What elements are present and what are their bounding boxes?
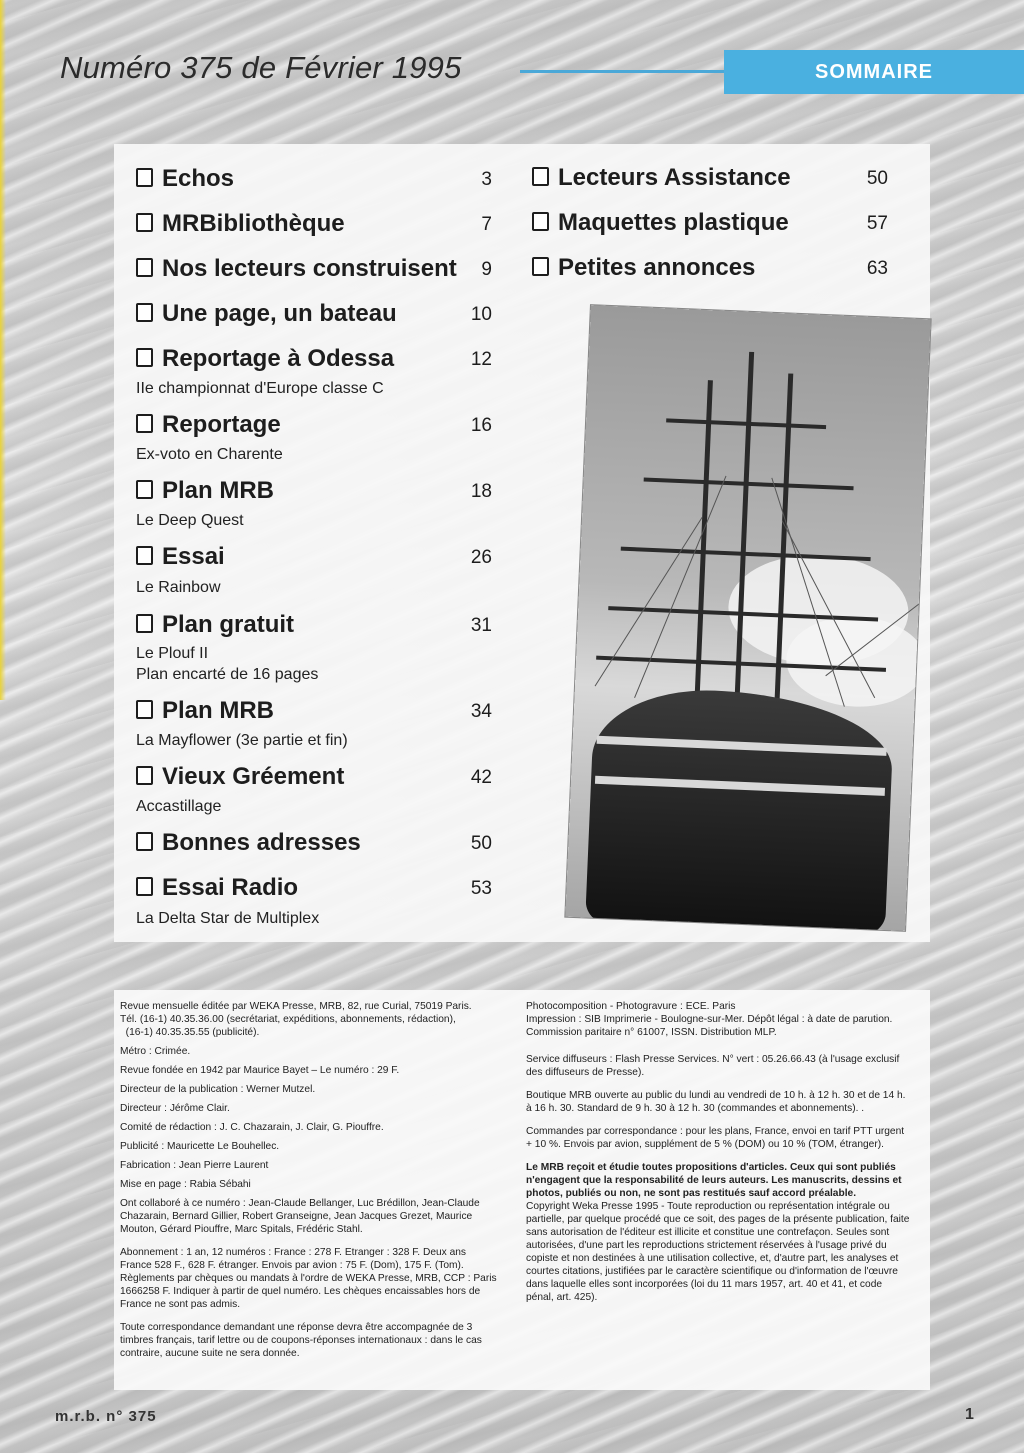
masthead-line: Métro : Crimée. — [120, 1046, 191, 1057]
toc-item-page: 18 — [470, 481, 492, 502]
header-rule — [520, 70, 726, 73]
checkbox-icon — [136, 877, 153, 896]
toc-item-title[interactable]: Essai Radio — [136, 874, 298, 902]
toc-item-subtitle: La Mayflower (3e partie et fin) — [136, 732, 348, 749]
masthead-line: Revue mensuelle éditée par WEKA Presse, MRB, 82, rue Curial, 75019 Paris. Tél. (16-1) 40.35.36.00 (secrétariat, expéditions, abonnements, rédaction), (16-1) 40.35.35.55 (publicité). — [120, 1001, 472, 1038]
toc-item-title[interactable]: Echos — [136, 165, 234, 193]
masthead-left-column — [120, 1000, 500, 1366]
ship-hull — [585, 686, 895, 931]
checkbox-icon — [136, 480, 153, 499]
toc-item-subtitle: Le Deep Quest — [136, 512, 244, 529]
toc-item-title[interactable]: Vieux Gréement — [136, 763, 344, 791]
toc-item-page: 3 — [481, 169, 492, 190]
toc-item-title[interactable]: Nos lecteurs construisent — [136, 255, 457, 283]
subscription-info: Abonnement : 1 an, 12 numéros : France : 278 F. Etranger : 328 F. Deux ans France 528 F., 628 F. étranger. Envois par avion : 75 F. (Dom), 175 F. (Tom). Règlements par chèques ou mandats à l'ordre de WEKA Presse, MRB, CCP : Paris 1666258 F. Indiquer à partir de quel numéro. Les chèques encaissables hors de France ne sont pas admis. — [120, 1247, 497, 1310]
masthead-line: Directeur : Jérôme Clair. — [120, 1103, 230, 1114]
checkbox-icon — [136, 832, 153, 851]
toc-item-title[interactable]: Lecteurs Assistance — [532, 164, 791, 192]
toc-item-page: 10 — [470, 304, 492, 325]
toc-item-page: 31 — [470, 615, 492, 636]
toc-item-page: 12 — [470, 349, 492, 370]
toc-item-title[interactable]: Reportage — [136, 411, 281, 439]
toc-item-page: 7 — [481, 214, 492, 235]
masthead-right-column — [526, 1000, 912, 1310]
masthead-panel — [114, 990, 930, 1390]
toc-item-title[interactable]: Plan MRB — [136, 477, 274, 505]
toc-item-title[interactable]: Plan MRB — [136, 697, 274, 725]
toc-item-page: 9 — [481, 259, 492, 280]
masthead-line: Publicité : Mauricette Le Bouhellec. — [120, 1141, 280, 1152]
toc-item-title[interactable]: Une page, un bateau — [136, 300, 397, 328]
checkbox-icon — [136, 348, 153, 367]
checkbox-icon — [136, 700, 153, 719]
toc-item-title[interactable]: Plan gratuit — [136, 611, 294, 639]
shop-info: Boutique MRB ouverte au public du lundi au vendredi de 10 h. à 12 h. 30 et de 14 h. à 16 h. 30. Standard de 9 h. 30 à 12 h. 30 (commandes et abonnements). . — [526, 1090, 906, 1114]
correspondence-info: Toute correspondance demandant une réponse devra être accompagnée de 3 timbres français, tarif lettre ou de coupons-réponses internationaux : dans le cas contraire, aucune suite ne sera donnée. — [120, 1322, 482, 1359]
toc-item-title[interactable]: Essai — [136, 543, 225, 571]
checkbox-icon — [136, 258, 153, 277]
masthead-line: Mise en page : Rabia Sébahi — [120, 1179, 251, 1190]
checkbox-icon — [532, 167, 549, 186]
toc-item-page: 57 — [866, 213, 888, 234]
toc-item-page: 53 — [470, 878, 492, 899]
page-number: 1 — [965, 1406, 974, 1423]
masthead-line: Revue fondée en 1942 par Maurice Bayet – Le numéro : 29 F. — [120, 1065, 400, 1076]
checkbox-icon — [136, 303, 153, 322]
sommaire-badge: SOMMAIRE — [724, 50, 1024, 94]
checkbox-icon — [532, 212, 549, 231]
page-edge-decoration — [0, 0, 6, 700]
toc-item-title[interactable]: MRBibliothèque — [136, 210, 345, 238]
masthead-line: Directeur de la publication : Werner Mutzel. — [120, 1084, 316, 1095]
checkbox-icon — [136, 614, 153, 633]
footer-issue: m.r.b. n° 375 — [55, 1408, 157, 1425]
toc-item-subtitle: IIe championnat d'Europe classe C — [136, 380, 384, 397]
checkbox-icon — [136, 546, 153, 565]
orders-info: Commandes par correspondance : pour les plans, France, envoi en tarif PTT urgent + 10 %. Envois par avion, supplément de 5 % (DOM) ou 10 % (TOM, étranger). — [526, 1126, 905, 1150]
checkbox-icon — [136, 414, 153, 433]
toc-item-page: 26 — [470, 547, 492, 568]
distribution-info: Service diffuseurs : Flash Presse Services. N° vert : 05.26.66.43 (à l'usage exclusif des diffuseurs de Presse). — [526, 1054, 900, 1078]
toc-item-page: 42 — [470, 767, 492, 788]
issue-title: Numéro 375 de Février 1995 — [60, 50, 462, 85]
toc-item-title[interactable]: Maquettes plastique — [532, 209, 789, 237]
masthead-line: Fabrication : Jean Pierre Laurent — [120, 1160, 269, 1171]
toc-item-subtitle: Ex-voto en Charente — [136, 446, 283, 463]
checkbox-icon — [136, 213, 153, 232]
masthead-line: Photocomposition - Photogravure : ECE. Paris — [526, 1001, 736, 1012]
toc-item-title[interactable]: Reportage à Odessa — [136, 345, 394, 373]
checkbox-icon — [136, 168, 153, 187]
ship-photo — [565, 305, 930, 931]
toc-item-title[interactable]: Petites annonces — [532, 254, 755, 282]
toc-item-title[interactable]: Bonnes adresses — [136, 829, 361, 857]
toc-item-subtitle: La Delta Star de Multiplex — [136, 910, 320, 927]
toc-item-page: 50 — [470, 833, 492, 854]
toc-item-page: 16 — [470, 415, 492, 436]
checkbox-icon — [532, 257, 549, 276]
printing-info: Impression : SIB Imprimerie - Boulogne-sur-Mer. Dépôt légal : à date de parution. Commission paritaire n° 61007, ISSN. Distribution MLP. — [526, 1014, 893, 1038]
ship-mast — [693, 380, 713, 740]
submissions-info: Le MRB reçoit et étudie toutes propositions d'articles. Ceux qui sont publiés n'engagent que la responsabilité de leurs auteurs. Les manuscrits, dessins et photos, publiés ou non, ne sont pas restitués sauf accord préalable. — [526, 1162, 902, 1199]
toc-item-subtitle: Plan encarté de 16 pages — [136, 666, 319, 683]
checkbox-icon — [136, 766, 153, 785]
copyright-info: Copyright Weka Presse 1995 - Toute reproduction ou représentation intégrale ou partielle, par quelque procédé que ce soit, des pages de la présente publication, faite sans autorisation de l'éditeur est illicite et constitue une contrefaçon. Seules sont autorisées, d'une part les reproductions strictement réservées à l'usage privé du copiste et non destinées à une utilisation collective, et, d'autre part, les analyses et courtes citations, justifiées par le caractère scientifique ou d'information de l'œuvre dans laquelle elles sont incorporées (loi du 11 mars 1957, art. 40 et 41, et code pénal, art. 425). — [526, 1201, 910, 1303]
masthead-line: Comité de rédaction : J. C. Chazarain, J. Clair, G. Piouffre. — [120, 1122, 384, 1133]
toc-item-subtitle: Le Rainbow — [136, 579, 221, 596]
toc-item-page: 50 — [866, 168, 888, 189]
ship-rigging — [634, 476, 726, 698]
toc-item-subtitle: Le Plouf II — [136, 645, 209, 662]
toc-item-page: 63 — [866, 258, 888, 279]
masthead-line: Ont collaboré à ce numéro : Jean-Claude Bellanger, Luc Brédillon, Jean-Claude Chazarain, Bernard Gillier, Robert Granseigne, Jean Jacques Grezet, Maurice Mouton, Gérard Piouffre, Marc Spitals, Frédéric Stahl. — [120, 1198, 480, 1235]
toc-item-page: 34 — [470, 701, 492, 722]
toc-item-subtitle: Accastillage — [136, 798, 222, 815]
